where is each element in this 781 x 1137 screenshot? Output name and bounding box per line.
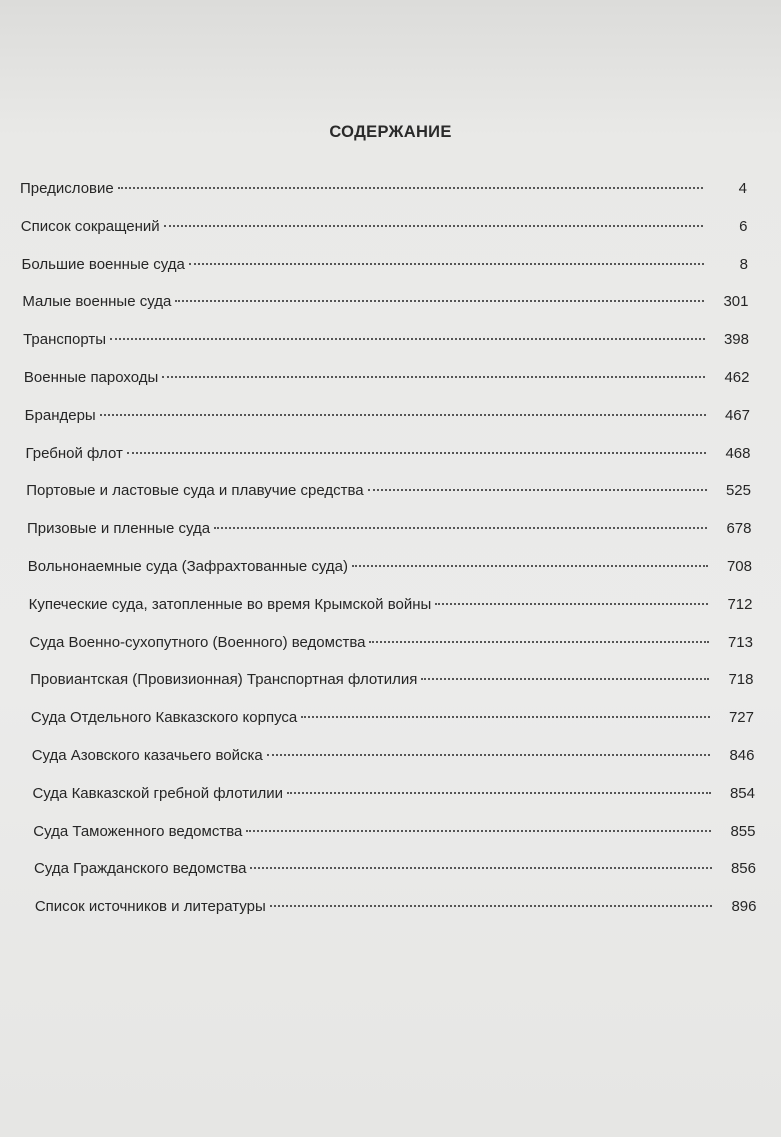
toc-entry [35,892,757,922]
toc-entry [22,287,748,317]
toc-entry-page: 6 [739,217,748,235]
toc-entry-label: Суда Таможенного ведомства [33,822,243,840]
toc-entry-page: 462 [724,369,750,386]
toc-entry-page: 4 [738,180,747,197]
dot-leader [214,527,707,529]
toc-entry-label: Список источников и литературы [34,898,266,916]
toc-entry-label: Список сокращений [20,217,160,235]
toc-entry-label: Провиантская (Провизионная) Транспортная флотилия [30,671,418,689]
toc-entry-label: Малые военные суда [22,293,172,311]
toc-entry-page: 525 [725,482,751,500]
toc-entry-label: Предисловие [20,180,114,197]
toc-entry [32,779,755,809]
toc-entry [20,174,747,204]
toc-entry [25,401,750,431]
toc-entry-page: 896 [731,898,757,916]
dot-leader [246,830,711,832]
toc-entry [29,590,753,620]
toc-entry-label: Суда Военно-сухопутного (Военного) ведомства [29,633,366,651]
toc-entry [21,212,748,242]
toc-entry [25,439,750,469]
page-title: СОДЕРЖАНИЕ [329,123,452,141]
dot-leader [421,678,709,680]
toc-entry [28,552,752,582]
toc-entry-page: 855 [730,822,756,840]
dot-leader [287,792,711,794]
toc-entry-label: Транспорты [23,331,107,349]
toc-entry-page: 727 [728,709,754,727]
toc-entry-page: 8 [739,255,748,273]
toc-entry-page: 854 [729,784,755,802]
toc-entry [33,817,755,847]
toc-entry-label: Суда Азовского казачьего войска [31,747,263,764]
dot-leader [162,376,705,378]
dot-leader [164,225,704,227]
toc-entry-label: Большие военные суда [21,255,185,273]
dot-leader [435,603,708,605]
dot-leader [175,300,704,302]
dot-leader [301,716,710,718]
toc-entry-page: 398 [723,331,749,349]
toc-entry [26,476,751,506]
dot-leader [352,565,708,567]
dot-leader [368,489,707,491]
toc-entry [29,628,753,658]
toc-entry-page: 846 [729,747,755,764]
toc-entry-page: 467 [724,406,750,424]
toc-entry-label: Суда Гражданского ведомства [34,860,247,878]
toc-entry [30,665,753,695]
dot-leader [250,867,712,869]
toc-entry-label: Брандеры [24,406,96,424]
dot-leader [189,263,704,265]
toc-entry-page: 718 [728,671,754,689]
toc-entry-label: Суда Кавказской гребной флотилии [32,784,283,802]
toc-entry [32,741,755,771]
toc-entry-page: 713 [727,633,753,651]
dot-leader [118,187,703,189]
toc-entry-label: Вольнонаемные суда (Зафрахтованные суда) [27,558,349,575]
dot-leader [110,338,705,340]
toc-entry [22,250,748,280]
dot-leader [369,641,709,643]
toc-entry [23,325,749,355]
dot-leader [100,414,706,416]
toc-entry-label: Военные пароходы [23,369,159,386]
dot-leader [270,905,713,907]
toc-entry [24,363,750,393]
toc-entry-label: Купеческие суда, затопленные во время Крымской войны [28,595,432,613]
toc-entry-label: Гребной флот [25,444,123,462]
toc-entry-page: 712 [727,595,753,613]
toc-entry-page: 708 [726,558,752,575]
toc-entry [27,514,751,544]
dot-leader [267,754,711,756]
toc-entry-page: 856 [730,860,756,878]
toc-entry [31,703,754,733]
toc-entry-page: 301 [723,293,749,311]
toc-entry-label: Призовые и пленные суда [27,520,211,538]
toc-entry-label: Суда Отдельного Кавказского корпуса [30,709,298,727]
dot-leader [127,452,707,454]
toc-entry-label: Портовые и ластовые суда и плавучие средства [26,482,364,500]
toc-entry [34,854,756,884]
toc-entry-page: 468 [725,444,751,462]
toc-entry-page: 678 [726,520,752,538]
